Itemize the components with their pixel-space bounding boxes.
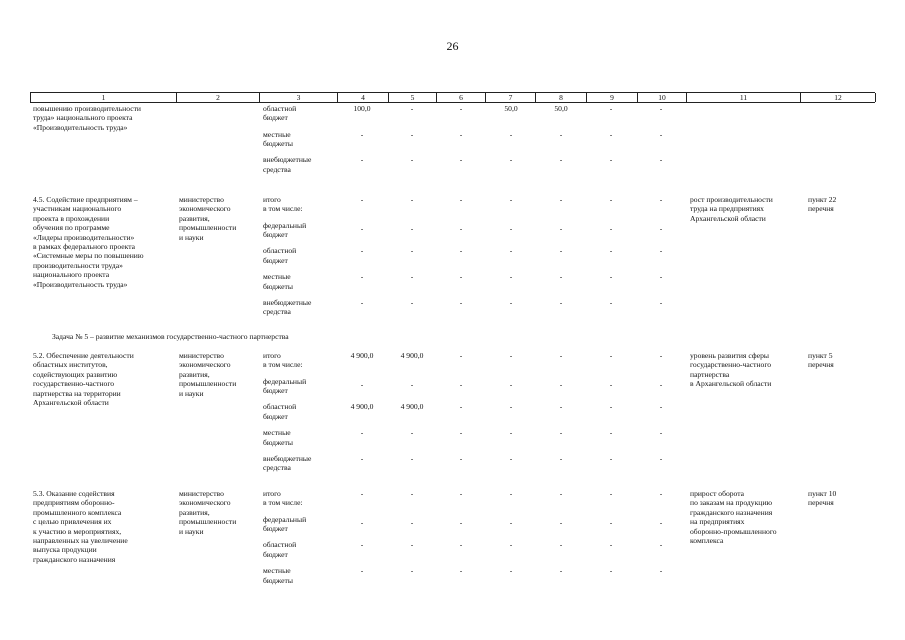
amount-cell: - [559, 223, 563, 233]
amount-cell: - [509, 489, 513, 498]
amount-cell: - [609, 453, 613, 463]
amount-cell: - [410, 566, 414, 576]
reference: пункт 22 перечня [808, 195, 837, 214]
amount-cell: - [659, 246, 663, 256]
reference: пункт 5 перечня [808, 351, 834, 370]
table-column-numbers [30, 93, 875, 103]
amount-cell: - [659, 129, 663, 139]
amount-cell: - [410, 453, 414, 463]
amount-cell: - [609, 351, 613, 360]
amount-cell: - [410, 223, 414, 233]
amount-cell: - [360, 129, 364, 139]
amount-cell: - [459, 297, 463, 307]
target-indicator: рост производительности труда на предприятиях Архангельской области [690, 195, 773, 223]
amount-cell: 4 900,0 [400, 351, 424, 360]
funding-source-label: федеральный бюджет [263, 514, 307, 534]
funding-source-label: областной бюджет [263, 402, 297, 421]
amount-cell: - [609, 540, 613, 550]
amount-cell: - [509, 223, 513, 233]
amount-cell: - [459, 453, 463, 463]
amount-cell: - [559, 379, 563, 389]
amount-cell: - [360, 272, 364, 282]
amount-cell: - [659, 379, 663, 389]
amount-cell: - [609, 104, 613, 113]
page-number: 26 [446, 39, 459, 53]
column-number-11: 11 [686, 93, 800, 102]
amount-cell: - [559, 517, 563, 527]
amount-cell: - [509, 272, 513, 282]
amount-cell: - [410, 489, 414, 498]
amount-cell: - [410, 129, 414, 139]
funding-source-label: итого в том числе: [263, 351, 303, 370]
amount-cell: - [509, 351, 513, 360]
amount-cell: - [459, 223, 463, 233]
funding-source-label: местные бюджеты [263, 428, 293, 447]
amount-cell: - [360, 297, 364, 307]
amount-cell: - [559, 155, 563, 165]
amount-cell: - [559, 246, 563, 256]
amount-cell: - [609, 428, 613, 438]
measure-name: повышению производительности труда» национального проекта «Производительность труда» [33, 104, 141, 132]
column-number-10: 10 [637, 93, 686, 102]
amount-cell: - [509, 195, 513, 204]
amount-cell: - [659, 566, 663, 576]
amount-cell: - [559, 129, 563, 139]
amount-cell: - [459, 155, 463, 165]
amount-cell: - [559, 402, 563, 412]
amount-cell: - [459, 379, 463, 389]
amount-cell: - [360, 195, 364, 204]
amount-cell: - [360, 428, 364, 438]
amount-cell: - [609, 223, 613, 233]
amount-cell: 4 900,0 [350, 402, 374, 412]
amount-cell: - [410, 540, 414, 550]
amount-cell: - [609, 155, 613, 165]
amount-cell: - [659, 297, 663, 307]
amount-cell: 50,0 [554, 104, 568, 113]
amount-cell: - [509, 566, 513, 576]
amount-cell: - [659, 272, 663, 282]
column-number-5: 5 [388, 93, 436, 102]
amount-cell: 50,0 [504, 104, 518, 113]
amount-cell: - [559, 351, 563, 360]
amount-cell: - [609, 517, 613, 527]
amount-cell: - [559, 540, 563, 550]
amount-cell: - [459, 104, 463, 113]
amount-cell: - [360, 489, 364, 498]
amount-cell: - [509, 453, 513, 463]
amount-cell: - [509, 379, 513, 389]
amount-cell: - [559, 453, 563, 463]
amount-cell: - [360, 379, 364, 389]
amount-cell: - [659, 223, 663, 233]
amount-cell: - [360, 453, 364, 463]
column-number-2: 2 [176, 93, 259, 102]
amount-cell: - [410, 246, 414, 256]
amount-cell: - [360, 517, 364, 527]
amount-cell: - [410, 155, 414, 165]
funding-source-label: федеральный бюджет [263, 220, 307, 240]
funding-source-label: внебюджетные средства [263, 453, 312, 473]
amount-cell: - [659, 517, 663, 527]
executor: министерство экономического развития, промышленности и науки [179, 489, 237, 536]
amount-cell: - [360, 566, 364, 576]
amount-cell: - [459, 540, 463, 550]
amount-cell: - [360, 540, 364, 550]
funding-source-label: федеральный бюджет [263, 376, 307, 396]
funding-source-label: местные бюджеты [263, 129, 293, 149]
amount-cell: - [509, 129, 513, 139]
amount-cell: - [459, 566, 463, 576]
column-number-6: 6 [436, 93, 485, 102]
amount-cell: - [659, 402, 663, 412]
amount-cell: - [459, 129, 463, 139]
executor: министерство экономического развития, промышленности и науки [179, 351, 237, 398]
amount-cell: - [659, 195, 663, 204]
measure-name: 5.2. Обеспечение деятельности областных институтов, содействующих развитию государственно-частного партнерства на территории Архангельской области [33, 351, 134, 408]
amount-cell: - [509, 246, 513, 256]
amount-cell: - [609, 566, 613, 576]
column-number-1: 1 [30, 93, 176, 102]
amount-cell: - [360, 246, 364, 256]
amount-cell: - [509, 540, 513, 550]
funding-source-label: итого в том числе: [263, 489, 303, 508]
amount-cell: - [609, 272, 613, 282]
amount-cell: - [360, 155, 364, 165]
amount-cell: - [410, 379, 414, 389]
amount-cell: - [609, 246, 613, 256]
amount-cell: - [659, 155, 663, 165]
amount-cell: - [509, 297, 513, 307]
funding-source-label: внебюджетные средства [263, 297, 312, 317]
column-number-4: 4 [337, 93, 388, 102]
amount-cell: - [459, 402, 463, 412]
amount-cell: - [659, 489, 663, 498]
amount-cell: - [459, 351, 463, 360]
target-indicator: прирост оборота по заказам на продукцию гражданского назначения на предприятиях оборонно-промышленного комплекса [690, 489, 777, 546]
amount-cell: 4 900,0 [350, 351, 374, 360]
amount-cell: - [559, 195, 563, 204]
amount-cell: - [659, 540, 663, 550]
measure-name: 4.5. Содействие предприятиям – участникам национального проекта в прохождении обучения по программе «Лидеры производительности» в рамках федерального проекта «Системные меры по повышению производительности труда» национального проекта «Производительность труда» [33, 195, 144, 289]
amount-cell: - [609, 297, 613, 307]
executor: министерство экономического развития, промышленности и науки [179, 195, 237, 242]
amount-cell: - [459, 272, 463, 282]
funding-source-label: областной бюджет [263, 246, 297, 265]
amount-cell: 100,0 [353, 104, 371, 113]
amount-cell: - [559, 489, 563, 498]
amount-cell: - [659, 351, 663, 360]
funding-source-label: внебюджетные средства [263, 155, 312, 174]
amount-cell: - [459, 489, 463, 498]
measure-name: 5.3. Оказание содействия предприятиям оборонно- промышленного комплекса с целью привлечения их к участию в мероприятиях, направленных на увеличение выпуска продукции гражданского назначения [33, 489, 128, 564]
amount-cell: - [410, 195, 414, 204]
funding-source-label: областной бюджет [263, 540, 297, 559]
target-indicator: уровень развития сферы государственно-частного партнерства в Архангельской области [690, 351, 772, 389]
column-number-7: 7 [485, 93, 535, 102]
column-number-9: 9 [586, 93, 637, 102]
amount-cell: - [410, 104, 414, 113]
amount-cell: - [509, 155, 513, 165]
amount-cell: - [410, 428, 414, 438]
amount-cell: - [509, 517, 513, 527]
column-number-12: 12 [800, 93, 876, 102]
amount-cell: - [559, 297, 563, 307]
amount-cell: - [559, 272, 563, 282]
amount-cell: - [559, 428, 563, 438]
amount-cell: - [410, 297, 414, 307]
amount-cell: - [459, 195, 463, 204]
amount-cell: - [509, 402, 513, 412]
amount-cell: - [609, 402, 613, 412]
task-5-title: Задача № 5 – развитие механизмов государственно-частного партнерства [52, 332, 289, 341]
funding-source-label: местные бюджеты [263, 272, 293, 291]
amount-cell: 4 900,0 [400, 402, 424, 412]
amount-cell: - [559, 566, 563, 576]
amount-cell: - [609, 379, 613, 389]
amount-cell: - [459, 517, 463, 527]
amount-cell: - [410, 272, 414, 282]
amount-cell: - [609, 195, 613, 204]
amount-cell: - [609, 129, 613, 139]
amount-cell: - [410, 517, 414, 527]
amount-cell: - [609, 489, 613, 498]
amount-cell: - [659, 453, 663, 463]
reference: пункт 10 перечня [808, 489, 837, 508]
funding-source-label: областной бюджет [263, 104, 297, 123]
amount-cell: - [509, 428, 513, 438]
amount-cell: - [459, 428, 463, 438]
amount-cell: - [360, 223, 364, 233]
column-number-3: 3 [259, 93, 337, 102]
amount-cell: - [659, 428, 663, 438]
funding-source-label: местные бюджеты [263, 566, 293, 585]
funding-source-label: итого в том числе: [263, 195, 303, 214]
amount-cell: - [459, 246, 463, 256]
column-number-8: 8 [535, 93, 586, 102]
amount-cell: - [659, 104, 663, 113]
